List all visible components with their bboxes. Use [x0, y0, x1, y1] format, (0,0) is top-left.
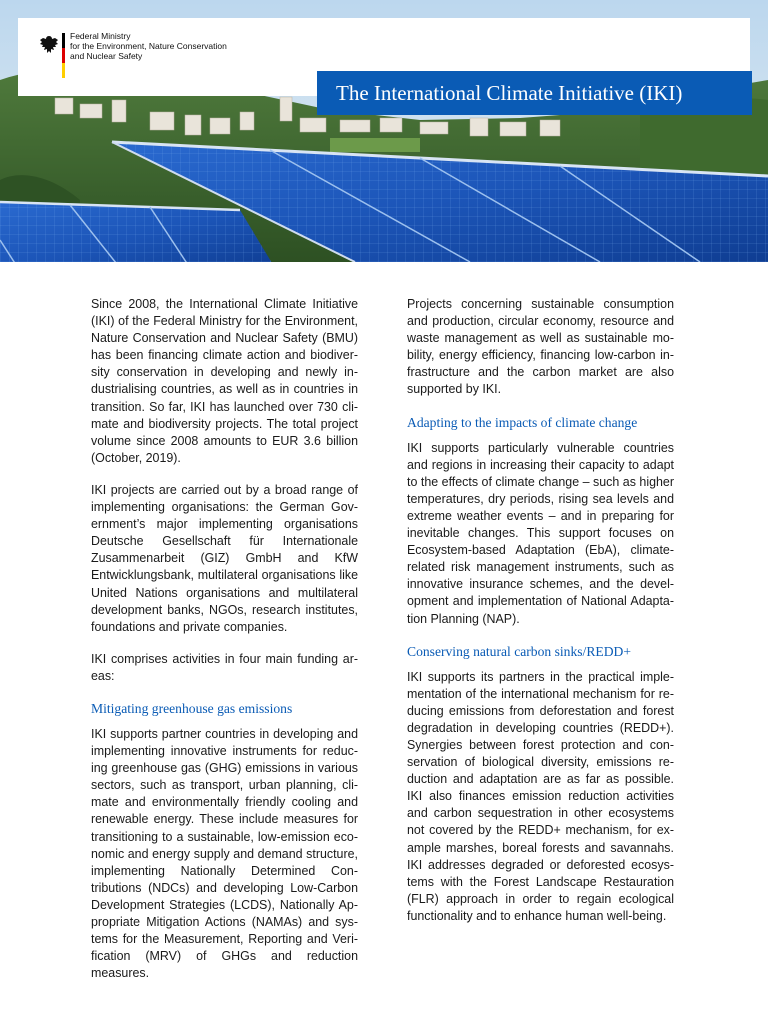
intro-paragraph: Since 2008, the International Climate Initiative (IKI) of the Federal Ministry for the Environment, Nature Conservation and Nuclear Safety (BMU) has been financing climate action and biodiversity conservation in developing and newly industrialising countries, as well as in countries in transition. So far, IKI has launched over 730 climate and biodiversity projects. The total project volume since 2008 amounts to EUR 3.6 billion (October, 2019). — [91, 297, 358, 465]
ministry-line: for the Environment, Nature Conservation — [70, 41, 227, 51]
flag-gold — [62, 63, 65, 78]
page-title: The International Climate Initiative (IKI) — [317, 71, 752, 115]
left-column — [91, 296, 358, 997]
redd-paragraph: IKI supports its partners in the practical implementation of the international mechanism for reducing emissions from deforestation and forest degradation in developing countries (REDD+). Synergies between forest protection and conservation of biological diversity, emissions reduction and adaptation are as far as possible. IKI also finances emission reduction activities and carbon sequestration in other ecosystems not covered by the REDD+ mechanism, for example marshes, boreal forests and savannahs. IKI addresses degraded or deforested ecosystems with the Forest Landscape Restauration (FLR) approach in order to regain ecological functionality and to enhance human well-being. — [407, 669, 674, 923]
redd-heading: Conserving natural carbon sinks/REDD+ — [407, 643, 631, 659]
flag-red — [62, 48, 65, 63]
organisations-paragraph: IKI projects are carried out by a broad range of implementing organisations: the German Government’s major implementing organisations Deutsche Gesellschaft für Internationale Zusammenarbeit (GIZ) GmbH and KfW Entwicklungsbank, multilateral organisations like United Nations organisations and multilateral development banks, NGOs, research institutes, foundations and private companies. — [91, 482, 358, 634]
right-column — [407, 296, 674, 940]
german-flag-stripe — [62, 33, 65, 78]
adaptation-paragraph: IKI supports particularly vulnerable countries and regions in increasing their capacity to adapt to the effects of climate change – such as higher temperatures, dry periods, rising sea levels and extreme weather events – and in preparing for inevitable changes. This support focuses on Ecosystem-based Adaptation (EbA), climate-related risk management instruments, such as innovative insurance schemes, and the development and implementation of National Adaptation Planning (NAP). — [407, 440, 674, 626]
ministry-name — [70, 31, 270, 61]
ministry-line: Federal Ministry — [70, 31, 131, 41]
mitigation-paragraph: IKI supports partner countries in developing and implementing innovative instruments for reducing greenhouse gas (GHG) emissions in various sectors, such as transport, urban planning, climate and environmentally friendly cooling and renewable energy. These include measures for transitioning to a sustainable, low-emission economic and energy supply and demand structure, implementing Nationally Determined Contributions (NDCs) and developing Low-Carbon Development Strategies (LCDS), Nationally Appropriate Mitigation Actions (NAMAs) and systems for the Measurement, Reporting and Verification (MRV) of GHGs and reduction measures. — [91, 726, 358, 981]
federal-eagle-icon — [39, 34, 59, 56]
adaptation-heading: Adapting to the impacts of climate change — [407, 414, 638, 430]
mitigation-heading: Mitigating greenhouse gas emissions — [91, 700, 293, 716]
flag-black — [62, 33, 65, 48]
ministry-line: and Nuclear Safety — [70, 51, 143, 61]
consumption-paragraph: Projects concerning sustainable consumption and production, circular economy, resource and waste management as well as sustainable mobility, energy efficiency, financing low-carbon infrastructure and the carbon market are also supported by IKI. — [407, 297, 674, 397]
funding-areas-paragraph: IKI comprises activities in four main funding areas: — [91, 651, 358, 683]
